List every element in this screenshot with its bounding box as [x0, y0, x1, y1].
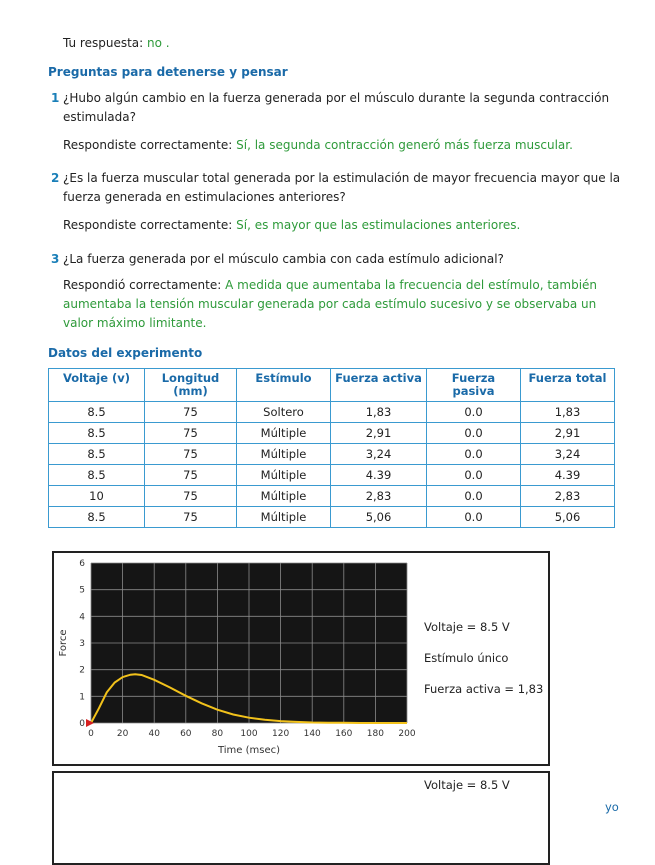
experiment-table [48, 368, 615, 528]
table-cell: 3,24 [331, 444, 427, 465]
table-cell: Soltero [237, 402, 331, 423]
table-row [49, 402, 615, 423]
column-header: Fuerza pasiva [427, 369, 521, 402]
table-cell: 4.39 [521, 465, 615, 486]
table-cell: 75 [145, 486, 237, 507]
column-header: Voltaje (v) [49, 369, 145, 402]
question-line: ¿Es la fuerza muscular total generada por la estimulación de mayor frecuencia mayor que la [63, 171, 621, 185]
table-cell: 75 [145, 423, 237, 444]
x-tick-label: 200 [398, 729, 416, 739]
x-axis-label: Time (msec) [217, 745, 281, 756]
x-tick-label: 80 [211, 729, 224, 739]
question-number: 3 [51, 252, 60, 266]
table-cell: 0.0 [427, 423, 521, 444]
answer-block [63, 276, 597, 333]
x-tick-label: 160 [335, 729, 353, 739]
table-cell: Múltiple [237, 486, 331, 507]
table-cell: 75 [145, 507, 237, 528]
table-cell: 2,83 [521, 486, 615, 507]
question-line: ¿Hubo algún cambio en la fuerza generada por el músculo durante la segunda contracción [63, 91, 610, 105]
column-header: Fuerza total [521, 369, 615, 402]
table-cell: Múltiple [237, 444, 331, 465]
x-tick-label: 60 [180, 729, 192, 739]
table-cell: 1,83 [331, 402, 427, 423]
graph2-voltage: Voltaje = 8.5 V [424, 778, 510, 792]
answer-label: Respondió correctamente: [63, 278, 222, 292]
response-label: Tu respuesta: [63, 36, 144, 50]
table-header-row [49, 369, 615, 402]
x-tick-label: 40 [148, 729, 160, 739]
y-tick-label: 6 [79, 559, 85, 569]
answer-label: Respondiste correctamente: [63, 138, 233, 152]
table-cell: 3,24 [521, 444, 615, 465]
answer-text: Sí, la segunda contracción generó más fuerza muscular. [236, 138, 573, 152]
answer-text: Sí, es mayor que las estimulaciones anteriores. [236, 218, 521, 232]
corner-text: yo [605, 800, 619, 814]
x-tick-label: 20 [116, 729, 129, 739]
x-tick-label: 120 [272, 729, 290, 739]
y-tick-label: 5 [79, 585, 85, 596]
table-cell: 0.0 [427, 444, 521, 465]
x-tick-label: 140 [303, 729, 321, 739]
table-cell: 5,06 [521, 507, 615, 528]
table-cell: Múltiple [237, 507, 331, 528]
table-row [49, 486, 615, 507]
y-tick-label: 3 [79, 639, 85, 649]
response-value: no . [147, 36, 170, 50]
answer-label: Respondiste correctamente: [63, 218, 233, 232]
table-row [49, 507, 615, 528]
table-cell: 2,91 [331, 423, 427, 444]
question-line: estimulada? [63, 110, 136, 124]
table-cell: 0.0 [427, 402, 521, 423]
y-tick-label: 4 [79, 612, 85, 623]
column-header: Longitud (mm) [145, 369, 237, 402]
table-cell: 5,06 [331, 507, 427, 528]
table-cell: 0.0 [427, 507, 521, 528]
table-cell: 8.5 [49, 423, 145, 444]
table-cell: 8.5 [49, 465, 145, 486]
y-tick-label: 1 [79, 692, 85, 703]
y-tick-label: 2 [79, 665, 85, 676]
question-text: ¿La fuerza generada por el músculo cambia con cada estímulo adicional? [63, 252, 504, 266]
response-line [63, 36, 170, 50]
y-axis-label: Force [58, 629, 69, 657]
question-text [63, 89, 609, 127]
question-text [63, 169, 620, 207]
answer-line [63, 138, 573, 152]
graph-panel [52, 551, 550, 766]
graph-active-force: Fuerza activa = 1,83 [424, 682, 544, 696]
experiment-heading: Datos del experimento [48, 346, 203, 360]
answer-line [63, 218, 520, 232]
x-tick-label: 180 [366, 729, 384, 739]
question-number: 1 [51, 91, 60, 105]
graph-voltage: Voltaje = 8.5 V [424, 620, 510, 634]
table-row [49, 423, 615, 444]
table-cell: 1,83 [521, 402, 615, 423]
graph-stimulus: Estímulo único [424, 651, 509, 665]
table-cell: 2,83 [331, 486, 427, 507]
column-header: Estímulo [237, 369, 331, 402]
answer-text: valor máximo limitante. [63, 316, 207, 330]
table-cell: 8.5 [49, 402, 145, 423]
table-cell: 8.5 [49, 444, 145, 465]
y-tick-label: 0 [79, 719, 85, 729]
table-cell: 2,91 [521, 423, 615, 444]
graph-panel-2 [52, 771, 550, 865]
table-cell: 75 [145, 402, 237, 423]
table-row [49, 465, 615, 486]
column-header: Fuerza activa [331, 369, 427, 402]
answer-text: A medida que aumentaba la frecuencia del estímulo, también [225, 278, 598, 292]
x-tick-label: 100 [240, 729, 258, 739]
stop-and-think-heading: Preguntas para detenerse y pensar [48, 65, 288, 79]
question-line: fuerza generada en estimulaciones anteriores? [63, 190, 346, 204]
table-cell: 0.0 [427, 486, 521, 507]
table-row [49, 444, 615, 465]
question-number: 2 [51, 171, 60, 185]
table-cell: 10 [49, 486, 145, 507]
force-time-chart [54, 553, 434, 764]
table-cell: 75 [145, 465, 237, 486]
answer-text: aumentaba la tensión muscular generada por cada estímulo sucesivo y se observaba un [63, 297, 597, 311]
x-tick-label: 0 [88, 729, 94, 739]
table-cell: Múltiple [237, 465, 331, 486]
table-cell: Múltiple [237, 423, 331, 444]
table-cell: 0.0 [427, 465, 521, 486]
table-cell: 4.39 [331, 465, 427, 486]
table-cell: 75 [145, 444, 237, 465]
table-cell: 8.5 [49, 507, 145, 528]
